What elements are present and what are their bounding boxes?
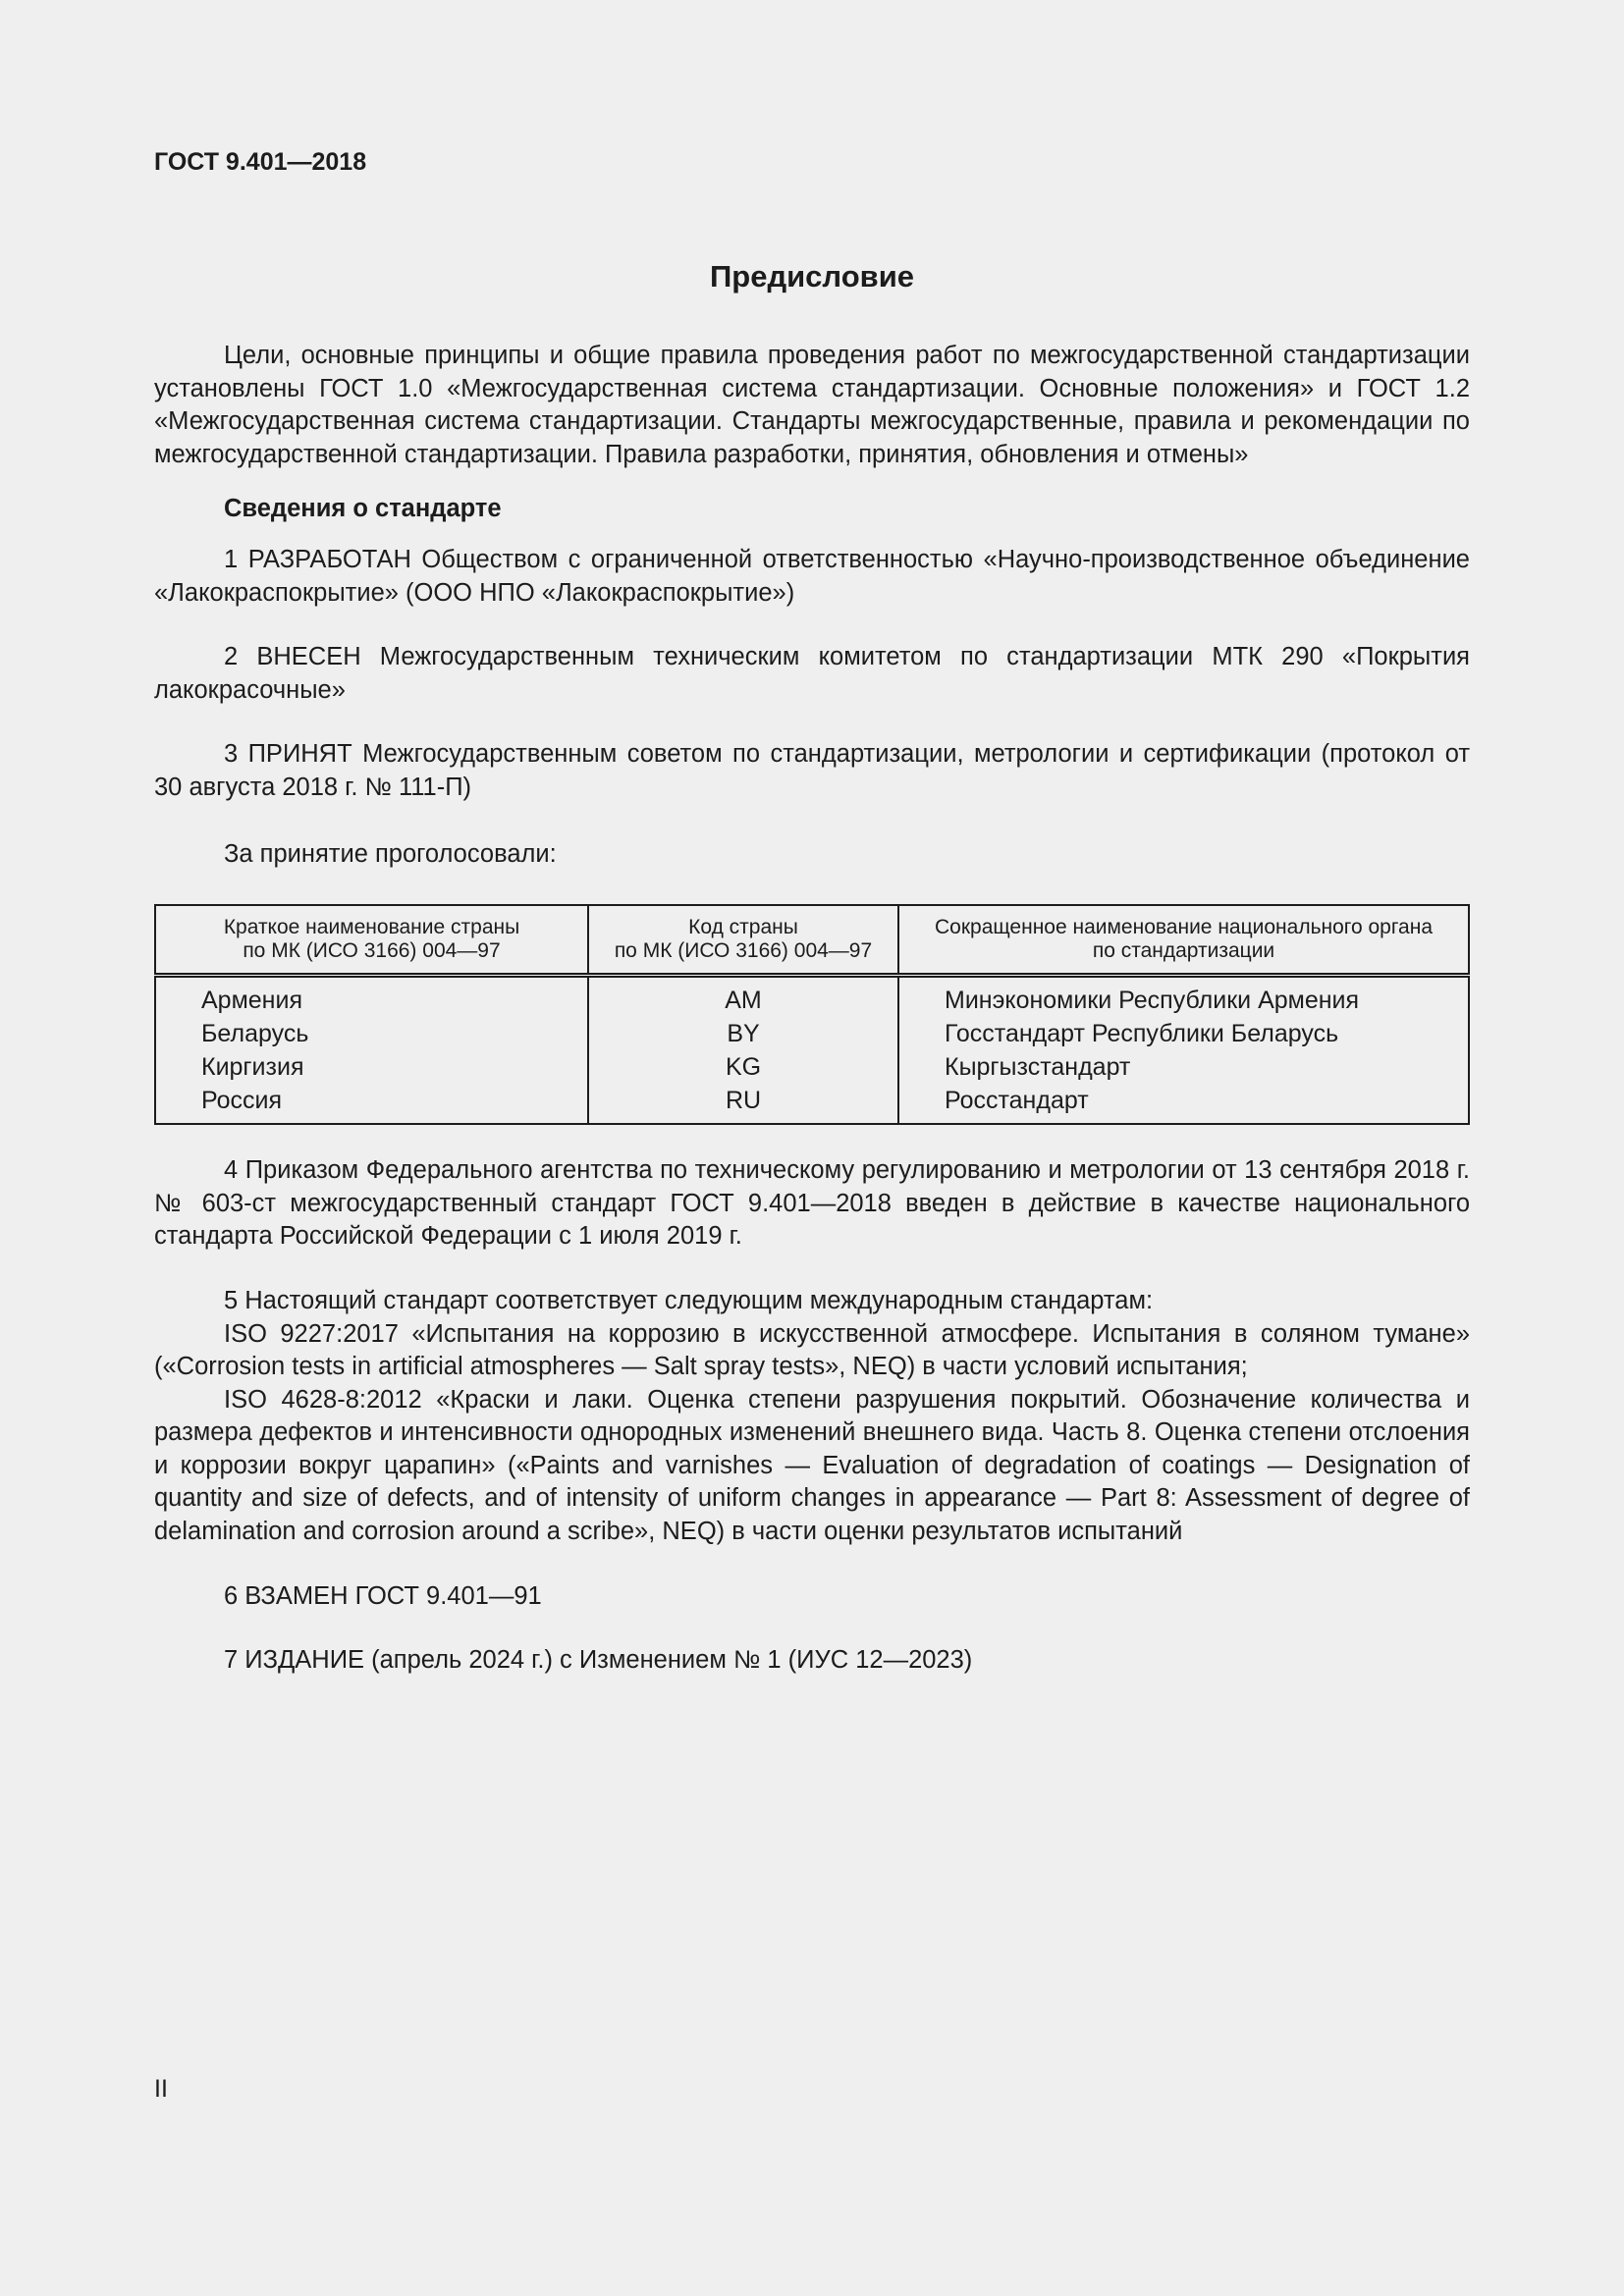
body-cell: Росстандарт — [945, 1087, 1089, 1115]
document-code: ГОСТ 9.401—2018 — [154, 148, 367, 176]
header-country-code: Код страны по МК (ИСО 3166) 004—97 — [588, 905, 898, 976]
country-cell: Армения — [155, 976, 588, 1018]
country-cell: Киргизия — [155, 1050, 588, 1084]
code-cell: AM — [588, 976, 898, 1018]
intro-paragraph: Цели, основные принципы и общие правила проведения работ по межгосударственной стандартизации установлены ГОСТ 1.0 «Межгосударственная система стандартизации. Основные положения» и ГОСТ 1.2 «Межгосударственная система стандартизации. Стандарты межгосударственные, правила и рекомендации по межгосударственной стандартизации. Правила разработки, принятия, обновления и отмены» — [154, 342, 1470, 468]
item-6-replaces: 6 ВЗАМЕН ГОСТ 9.401—91 — [224, 1581, 542, 1610]
item-1-developed: 1 РАЗРАБОТАН Обществом с ограниченной ответственностью «Научно-производственное объединение «Лакокраспокрытие» (ООО НПО «Лакокраспокрытие») — [154, 545, 1470, 607]
section-heading: Сведения о стандарте — [224, 495, 502, 523]
item-4-order: 4 Приказом Федерального агентства по техническому регулированию и метрологии от 13 сентября 2018 г. № 603-ст межгосударственный стандарт ГОСТ 9.401—2018 введен в действие в качестве национального стандарта Российской Федерации с 1 июля 2019 г. — [154, 1156, 1470, 1251]
item-5-conformity: 5 Настоящий стандарт соответствует следующим международным стандартам: — [224, 1286, 1154, 1314]
item-5-iso-9227: ISO 9227:2017 «Испытания на коррозию в искусственной атмосфере. Испытания в соляном тумане» («Corrosion tests in artificial atmospheres — Salt spray tests», NEQ) в части условий испытания; — [154, 1319, 1470, 1381]
header-country-name: Краткое наименование страны по МК (ИСО 3166) 004—97 — [155, 905, 588, 976]
country-cell: Россия — [155, 1084, 588, 1124]
body-cell: Минэкономики Республики Армения — [945, 987, 1360, 1015]
table-row — [155, 1050, 1469, 1084]
code-cell: BY — [588, 1017, 898, 1050]
country-cell: Беларусь — [155, 1017, 588, 1050]
body-cell: Госстандарт Республики Беларусь — [945, 1020, 1339, 1048]
voting-table — [154, 904, 1470, 1125]
document-page — [154, 145, 1470, 1678]
table-row — [155, 1084, 1469, 1124]
body-cell: Кыргызстандарт — [945, 1053, 1131, 1082]
item-7-edition: 7 ИЗДАНИЕ (апрель 2024 г.) с Изменением № 1 (ИУС 12—2023) — [224, 1646, 973, 1675]
table-row — [155, 1017, 1469, 1050]
item-3-adopted: 3 ПРИНЯТ Межгосударственным советом по стандартизации, метрологии и сертификации (протокол от 30 августа 2018 г. № 111-П) — [154, 740, 1470, 801]
voting-intro: За принятие проголосовали: — [224, 839, 557, 868]
header-national-body: Сокращенное наименование национального органа по стандартизации — [898, 905, 1469, 976]
table-header-row — [155, 905, 1469, 976]
page-number: II — [154, 2075, 168, 2103]
table-row — [155, 976, 1469, 1018]
code-cell: RU — [588, 1084, 898, 1124]
item-2-submitted: 2 ВНЕСЕН Межгосударственным техническим комитетом по стандартизации МТК 290 «Покрытия лакокрасочные» — [154, 643, 1470, 704]
item-5-iso-4628: ISO 4628-8:2012 «Краски и лаки. Оценка степени разрушения покрытий. Обозначение количества и размера дефектов и интенсивности однородных изменений внешнего вида. Часть 8. Оценка степени отслоения и коррозии вокруг царапин» («Paints and varnishes — Evaluation of degradation of coatings — Designation of quantity and size of defects, and of intensity of uniform changes in appearance — Part 8: Assessment of degree of delamination and corrosion around a scribe», NEQ) в части оценки результатов испытаний — [154, 1385, 1470, 1546]
page-title: Предисловие — [709, 259, 914, 294]
code-cell: KG — [588, 1050, 898, 1084]
